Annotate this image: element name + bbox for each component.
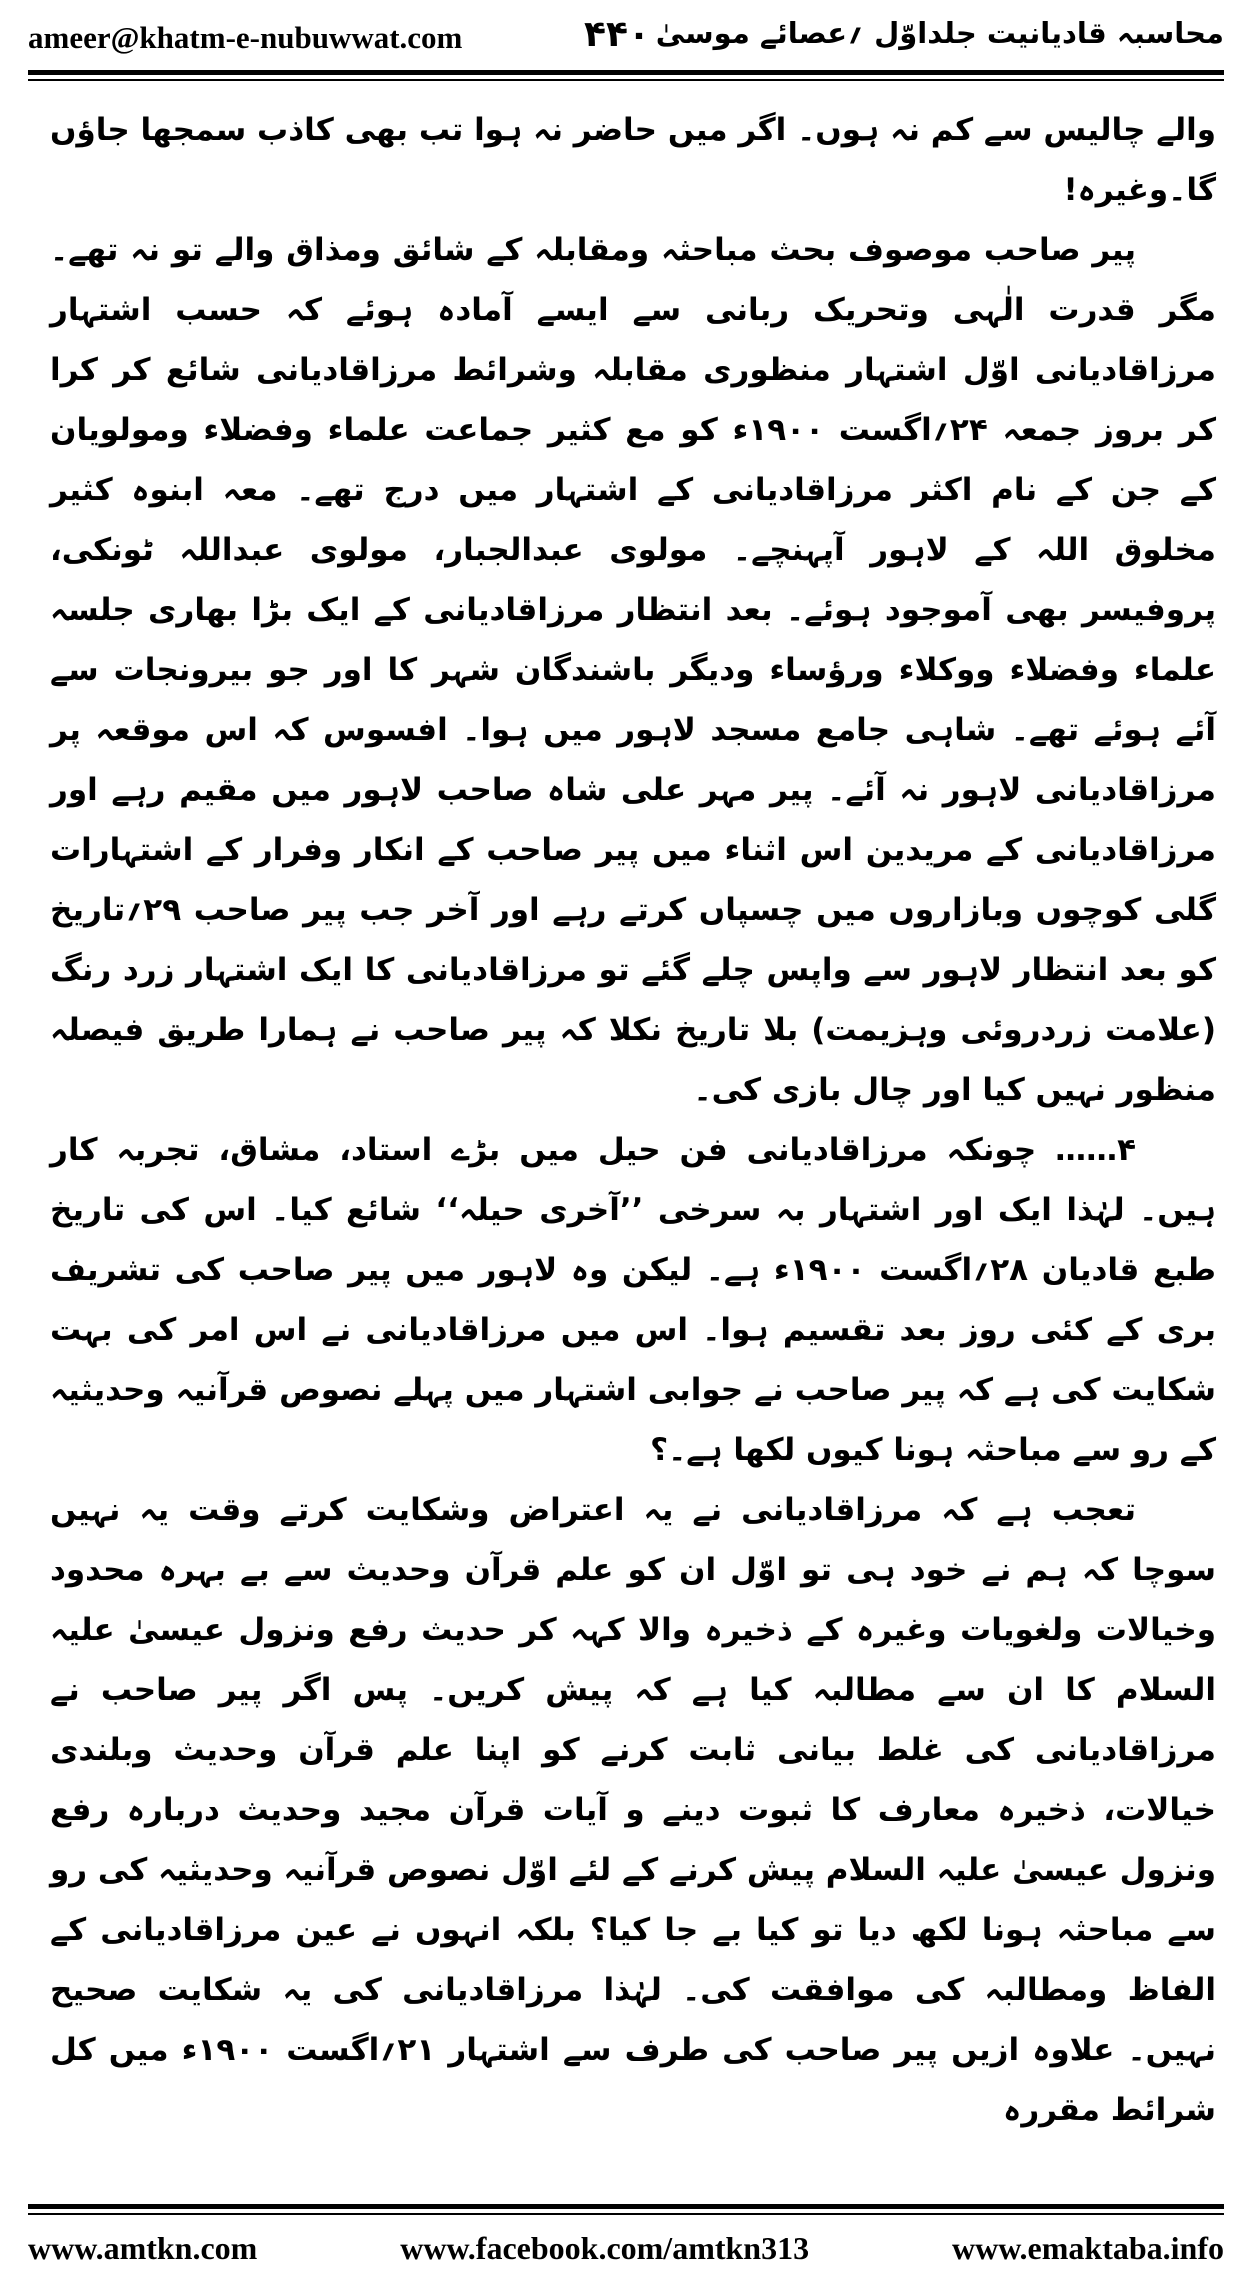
paragraph-1: والے چالیس سے کم نہ ہوں۔ اگر میں حاضر نہ ہوا تب بھی کاذب سمجھا جاؤں گا۔وغیرہ! <box>50 112 1216 208</box>
footer-link-amtkn: www.amtkn.com <box>28 2229 258 2266</box>
footer-link-emaktaba: www.emaktaba.info <box>951 2229 1224 2266</box>
footer-rule-thick <box>28 2204 1224 2209</box>
header-email: ameer@khatm-e-nubuwwat.com <box>28 20 463 55</box>
header-rule-thin <box>28 79 1224 81</box>
paragraph-4: تعجب ہے کہ مرزاقادیانی نے یہ اعتراض وشکایت کرتے وقت یہ نہیں سوچا کہ ہم نے خود ہی تو اوّل ان کو علم قرآن وحدیث سے بے بہرہ محدود وخیالات ولغویات وغیرہ کے ذخیرہ والا کہہ کر حدیث رفع ونزول عیسیٰ علیہ السلام کا ان سے مطالبہ کیا ہے کہ پیش کریں۔ پس اگر پیر صاحب نے مرزاقادیانی کی غلط بیانی ثابت کرنے کو اپنا علم قرآن وحدیث وبلندی خیالات، ذخیرہ معارف کا ثبوت دینے و آیات قرآن مجید وحدیث دربارہ رفع ونزول عیسیٰ علیہ السلام پیش کرنے کے لئے اوّل نصوص قرآنیہ وحدیثیہ کی رو سے مباحثہ ہونا لکھ دیا تو کیا بے جا کیا؟ بلکہ انہوں نے عین مرزاقادیانی کے الفاظ ومطالبہ کی موافقت کی۔ لہٰذا مرزاقادیانی کی یہ شکایت صحیح نہیں۔ علاوہ ازیں پیر صاحب کی طرف سے اشتہار ۲۱؍اگست ۱۹۰۰ء میں کل شرائط مقررہ <box>50 1492 1216 2128</box>
footer-link-facebook: www.facebook.com/amtkn313 <box>400 2229 810 2266</box>
page-footer <box>28 2226 1224 2270</box>
running-title: محاسبہ قادیانیت جلداوّل ؍عصائے موسیٰ <box>655 16 1224 50</box>
page-header <box>28 10 1224 66</box>
header-rule-thick <box>28 70 1224 75</box>
paragraph-2: پیر صاحب موصوف بحث مباحثہ ومقابلہ کے شائق ومذاق والے تو نہ تھے۔ مگر قدرت الٰہی وتحریک ربانی سے ایسے آمادہ ہوئے کہ حسب اشتہار مرزاقادیانی اوّل اشتہار منظوری مقابلہ وشرائط مرزاقادیانی شائع کر کرا کر بروز جمعہ ۲۴؍اگست ۱۹۰۰ء کو مع کثیر جماعت علماء وفضلاء ومولویان کے جن کے نام اکثر مرزاقادیانی کے اشتہار میں درج تھے۔ معہ ابنوہ کثیر مخلوق اللہ کے لاہور آپہنچے۔ مولوی عبدالجبار، مولوی عبداللہ ٹونکی، پروفیسر بھی آموجود ہوئے۔ بعد انتظار مرزاقادیانی کے ایک بڑا بھاری جلسہ علماء وفضلاء ووکلاء ورؤساء ودیگر باشندگان شہر کا اور جو بیرونجات سے آئے ہوئے تھے۔ شاہی جامع مسجد لاہور میں ہوا۔ افسوس کہ اس موقعہ پر مرزاقادیانی لاہور نہ آئے۔ پیر مہر علی شاہ صاحب لاہور میں مقیم رہے اور مرزاقادیانی کے مریدین اس اثناء میں پیر صاحب کے انکار وفرار کے اشتہارات گلی کوچوں وبازاروں میں چسپاں کرتے رہے اور آخر جب پیر صاحب ۲۹؍تاریخ کو بعد انتظار لاہور سے واپس چلے گئے تو مرزاقادیانی کا ایک اشتہار زرد رنگ (علامت زردروئی وہزیمت) بلا تاریخ نکلا کہ پیر صاحب نے ہمارا طریق فیصلہ منظور نہیں کیا اور چال بازی کی۔ <box>50 232 1217 1108</box>
body-text <box>50 100 1217 2128</box>
footer-rule-thin <box>28 2213 1224 2215</box>
paragraph-3: ۴…… چونکہ مرزاقادیانی فن حیل میں بڑے استاد، مشاق، تجربہ کار ہیں۔ لہٰذا ایک اور اشتہار بہ سرخی ’’آخری حیلہ‘‘ شائع کیا۔ اس کی تاریخ طبع قادیان ۲۸؍اگست ۱۹۰۰ء ہے۔ لیکن وہ لاہور میں پیر صاحب کی تشریف بری کے کئی روز بعد تقسیم ہوا۔ اس میں مرزاقادیانی نے اس امر کی بہت شکایت کی ہے کہ پیر صاحب نے جوابی اشتہار میں پہلے نصوص قرآنیہ وحدیثیہ کے رو سے مباحثہ ہونا کیوں لکھا ہے۔؟ <box>50 1132 1216 1468</box>
page-number: ۴۴۰ <box>584 14 650 55</box>
